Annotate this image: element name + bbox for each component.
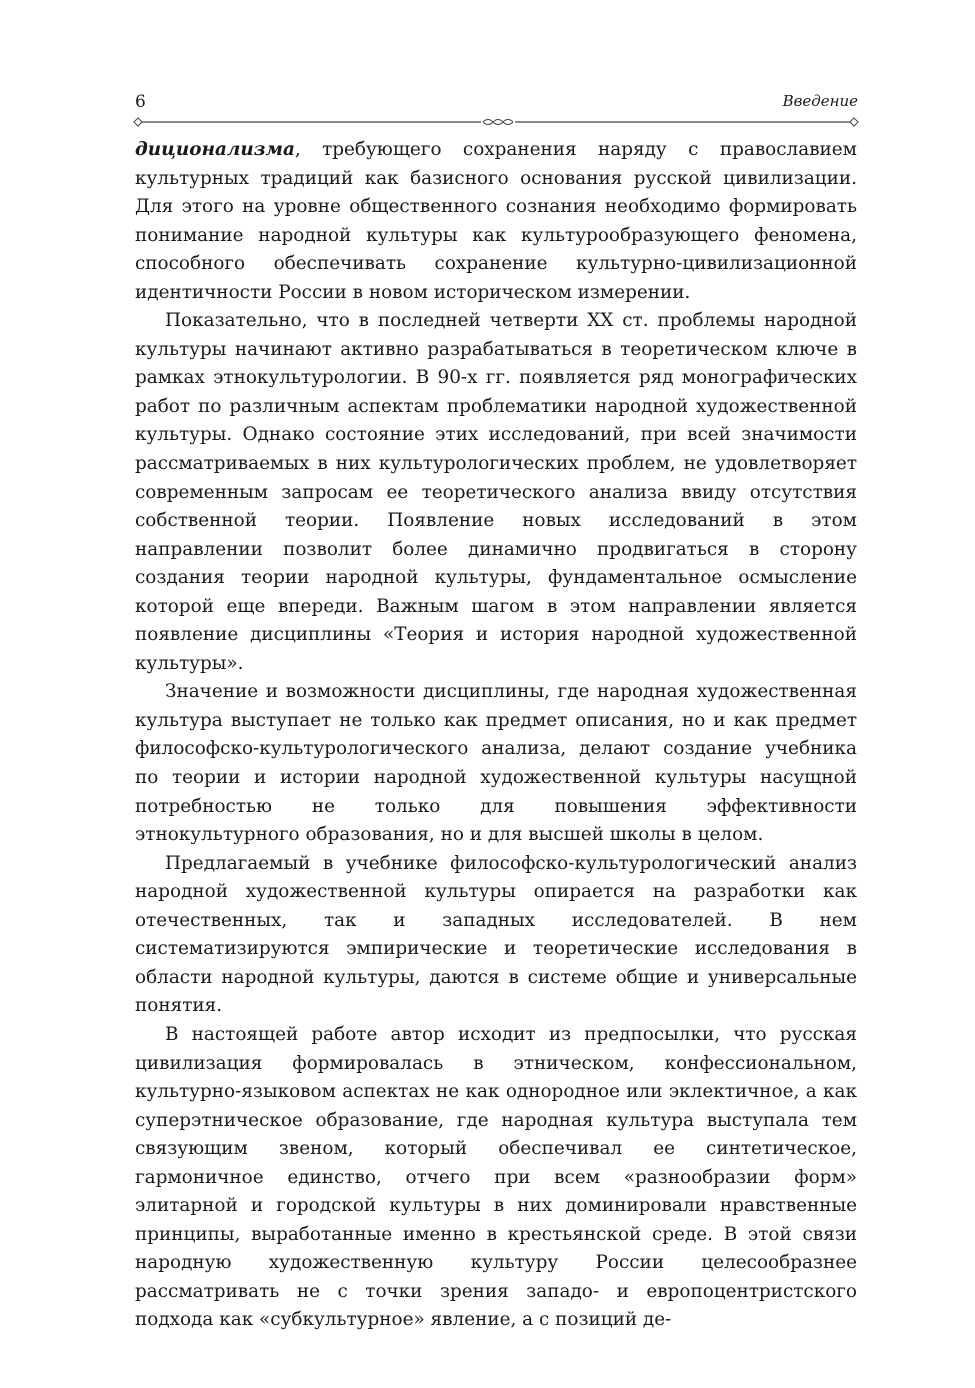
paragraph-continued — [135, 136, 857, 307]
paragraph: Предлагаемый в учебнике философско-культурологический анализ народной художественной культуры опирается на разработки как отечественных, так и западных исследователей. В нем систематизируются эмпирические и теоретические исследования в области народной культуры, даются в системе общие и универсальные понятия. — [135, 852, 857, 1017]
ornamental-rule — [133, 115, 859, 129]
page-number: 6 — [135, 92, 146, 112]
running-header — [135, 90, 858, 116]
paragraph-text: , требующего сохранения наряду с православием культурных традиций как базисного основания русской цивилизации. Для этого на уровне общественного сознания необходимо формировать понимание народной культуры как культурообразующего феномена, способного обеспечивать сохранение культурно-цивилизационной идентичности России в новом историческом измерении. — [135, 139, 857, 303]
paragraph: Значение и возможности дисциплины, где народная художественная культура выступает не только как предмет описания, но и как предмет философско-культурологического анализа, делают создание учебника по теории и истории народной художественной культуры насущной потребностью не только для повышения эффективности этнокультурного образования, но и для высшей школы в целом. — [135, 681, 857, 846]
paragraph: В настоящей работе автор исходит из предпосылки, что русская цивилизация формировалась в этническом, конфессиональном, культурно-языковом аспектах не как однородное или эклектичное, а как суперэтническое образование, где народная культура выступала тем связующим звеном, который обеспечивал ее синтетическое, гармоничное единство, отчего при всем «разнообразии форм» элитарной и городской культуры в них доминировали нравственные принципы, выработанные именно в крестьянской среде. В этой связи народную художественную культуру России целесообразнее рассматривать не с точки зрения западо- и европоцентристского подхода как «субкультурное» явление, а с позиций де- — [135, 1023, 857, 1331]
emphasized-term: диционализма — [135, 139, 295, 160]
paragraph: Показательно, что в последней четверти XX ст. проблемы народной культуры начинают активно разрабатываться в теоретическом ключе в рамках этнокультурологии. В 90-х гг. появляется ряд монографических работ по различным аспектам проблематики народной художественной культуры. Однако состояние этих исследований, при всей значимости рассматриваемых в них культурологических проблем, не удовлетворяет современным запросам ее теоретического анализа ввиду отсутствия собственной теории. Появление новых исследований в этом направлении позволит более динамично продвигаться в сторону создания теории народной культуры, фундаментальное осмысление которой еще впереди. Важным шагом в этом направлении является появление дисциплины «Теория и история народной художественной культуры». — [135, 310, 857, 674]
body-text — [135, 136, 857, 1335]
section-title: Введение — [782, 92, 858, 110]
